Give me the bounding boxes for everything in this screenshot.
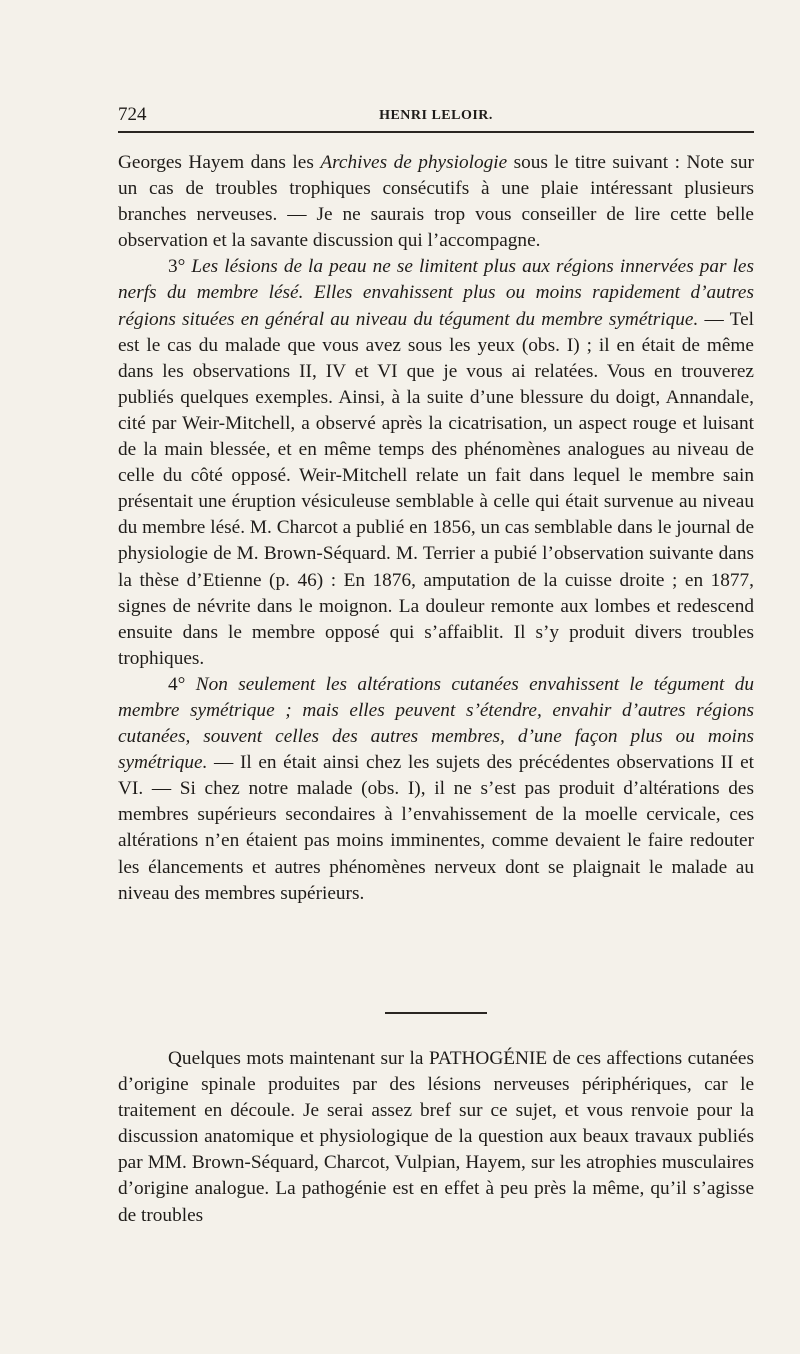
paragraph-3-number: 4° (168, 673, 196, 695)
paragraph-2-rest: — Tel est le cas du malade que vous avez sous les yeux (obs. I) ; il en était de même dans les observations II, IV et VI que je vous ai relatées. Vous en trouverez publiés quelques exemples. Ainsi, à la suite d’une blessure du doigt, Annandale, cité par Weir-Mitchell, a observé après la cicatrisation, un aspect rouge et luisant de la main blessée, et en même temps des phénomènes analogues au niveau de celle du côté opposé. Weir-Mitchell relate un fait dans lequel le membre sain présentait une éruption vésiculeuse semblable à celle qui était survenue au niveau du membre lésé. M. Charcot a publié en 1856, un cas semblable dans le journal de physiologie de M. Brown-Séquard. M. Terrier a pubié l’observation suivante dans la thèse d’Etienne (p. 46) : En 1876, amputation de la cuisse droite ; en 1877, signes de névrite dans le moignon. La douleur remonte aux lombes et redescend ensuite dans le membre opposé qui s’affaiblit. Il s’y produit divers troubles trophiques. (118, 308, 754, 669)
running-head: HENRI LELOIR. (379, 108, 493, 123)
paragraph-3 (118, 672, 754, 907)
section-divider (385, 1012, 487, 1014)
paragraph-2-number: 3° (168, 256, 192, 278)
page-number: 724 (118, 104, 147, 125)
body-text (118, 150, 754, 907)
paragraph-1-rest: sous le titre suivant : Note sur un cas de troubles trophiques consécutifs à une plaie intéressant plusieurs branches nerveuses. — Je ne saurais trop vous conseiller de lire cette belle observation et la savante discussion qui l’accompagne. (118, 152, 754, 252)
paragraph-1-start: Georges Hayem dans les (118, 152, 321, 173)
paragraph-4: Quelques mots maintenant sur la PATHOGÉNIE de ces affections cutanées d’origine spinale produites par des lésions nerveuses périphériques, car le traitement en découle. Je serai assez bref sur ce sujet, et vous renvoie pour la discussion anatomique et physiologique de la question aux beaux travaux publiés par MM. Brown-Séquard, Charcot, Vulpian, Hayem, sur les atrophies musculaires d’origine analogue. La pathogénie est en effet à peu près la même, qu’il s’agisse de troubles (118, 1048, 754, 1226)
paragraph-1 (118, 150, 754, 254)
paragraph-4-block (118, 1046, 754, 1229)
header-rule (118, 131, 754, 133)
paragraph-3-rest: — Il en était ainsi chez les sujets des précédentes observations II et VI. — Si chez notre malade (obs. I), il ne s’est pas produit d’altérations des membres supérieurs secondaires à l’envahissement de la moelle cervicale, ces altérations n’en étaient pas moins imminentes, comme devaient le faire redouter les élancements et autres phénomènes nerveux dont se plaignait le malade au niveau des membres supérieurs. (118, 752, 754, 904)
paragraph-1-italic: Archives de physiologie (320, 152, 508, 173)
page-header (118, 104, 754, 128)
paragraph-2 (118, 254, 754, 672)
paragraph-2-italic: Les lésions de la peau ne se limitent plus aux régions innervées par les nerfs du membre lésé. Elles envahissent plus ou moins rapidement d’autres régions situées en général au niveau du tégument du membre symétrique. (118, 256, 754, 330)
paragraph-3-italic: Non seulement les altérations cutanées envahissent le tégument du membre symétrique ; mais elles peuvent s’étendre, envahir d’autres régions cutanées, souvent celles des autres membres, d’une façon plus ou moins symétrique. (118, 673, 754, 774)
